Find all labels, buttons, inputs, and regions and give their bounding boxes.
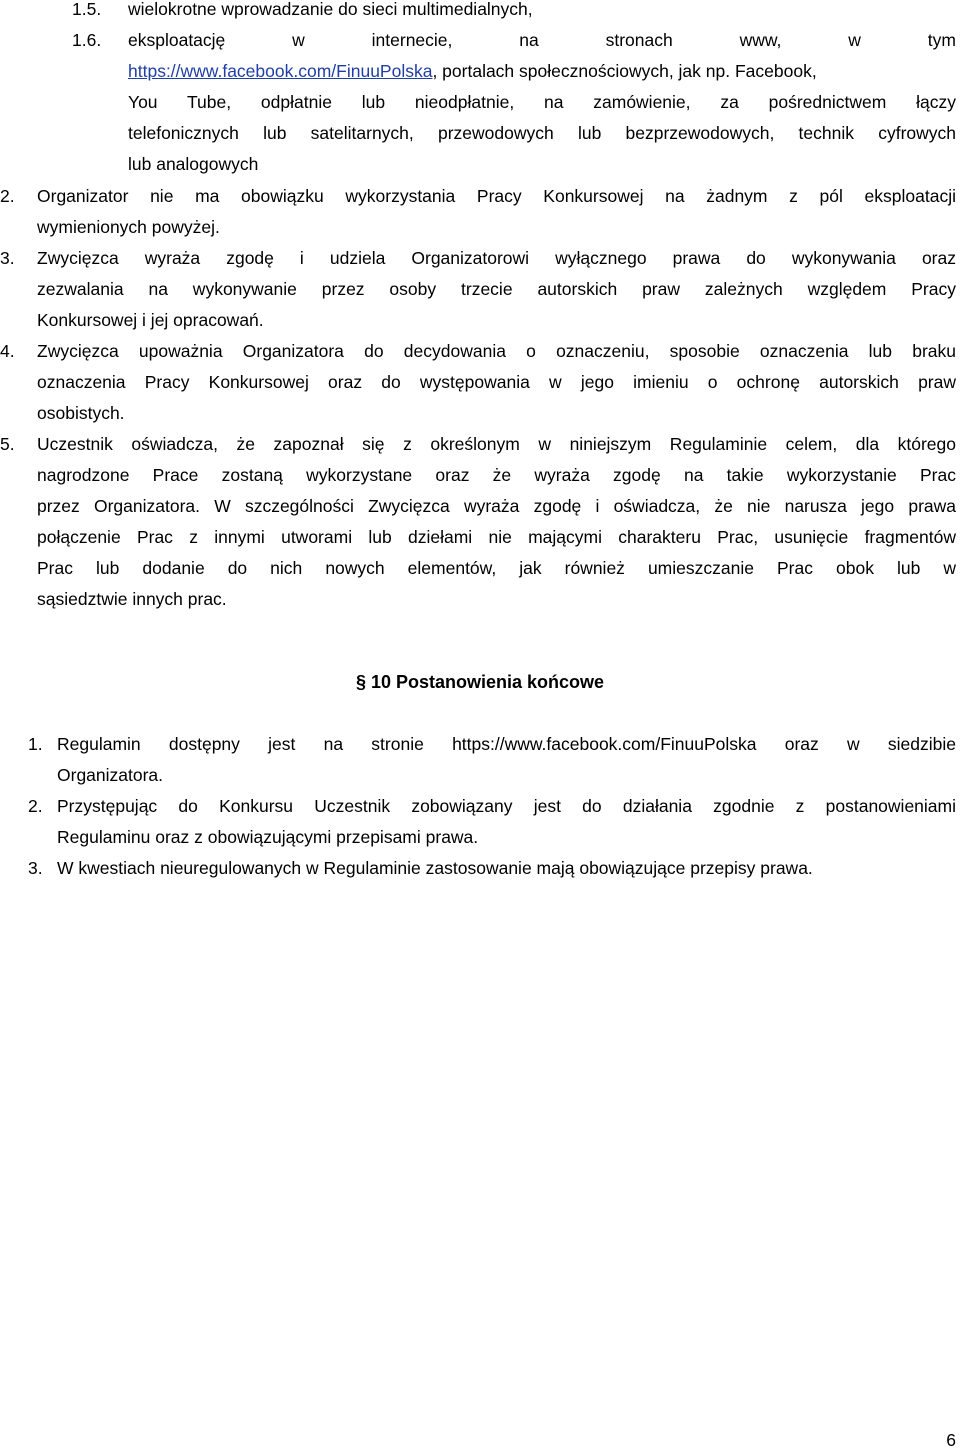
list-item [0,181,960,212]
subitem-number: 1.5. [72,0,102,19]
list-item [0,791,960,822]
list-item-continuation [0,522,960,553]
word: eksploatację [128,30,226,50]
item-text-line: Uczestnik oświadcza, że zapoznał się z określonym w niniejszym Regulaminie celem, dla którego [37,434,956,454]
item-number: 2. [28,796,43,816]
item-text-line: Konkursowej i jej opracowań. [37,310,264,330]
list-item-continuation [0,760,960,791]
word: internecie, [371,30,453,50]
list-item [0,729,960,760]
subitem-list [0,0,960,180]
subitem-text-line: wielokrotne wprowadzanie do sieci multimedialnych, [128,0,533,19]
item-text-line: Zwycięzca upoważnia Organizatora do decydowania o oznaczeniu, sposobie oznaczenia lub braku [37,341,956,361]
word: na [519,30,539,50]
word: www, [739,30,782,50]
item-number: 2. [0,186,15,206]
word: w [848,30,861,50]
item-text-line: oznaczenia Pracy Konkursowej oraz do występowania w jego imieniu o ochronę autorskich praw [37,372,956,392]
item-text-line: Organizator nie ma obowiązku wykorzystania Pracy Konkursowej na żadnym z pól eksploatacji [37,186,956,206]
item-number: 1. [28,734,43,754]
subitem-1-6-line-3 [0,87,960,118]
word: tym [927,30,956,50]
item-text-line: Organizatora. [57,765,164,785]
item-number: 4. [0,341,15,361]
item-number: 3. [0,248,15,268]
subitem-text-segment: , portalach społecznościowych, jak np. Facebook, [432,61,817,81]
item-text-line: Prac lub dodanie do nich nowych elementów, jak również umieszczanie Prac obok lub w [37,558,956,578]
item-text-line: Przystępując do Konkursu Uczestnik zobowiązany jest do działania zgodnie z postanowieniami [57,796,956,816]
item-text-line: nagrodzone Prace zostaną wykorzystane oraz że wyraża zgodę na takie wykorzystanie Prac [37,465,956,485]
final-item-list [0,729,960,884]
subitem-1-6-line-4 [0,118,960,149]
subitem-text-line [128,25,956,56]
item-text-line: osobistych. [37,403,125,423]
item-number: 3. [28,858,43,878]
list-item-continuation [0,491,960,522]
list-item-continuation [0,274,960,305]
word: w [292,30,305,50]
item-text-line: Zwycięzca wyraża zgodę i udziela Organizatorowi wyłącznego prawa do wykonywania oraz [37,248,956,268]
subitem-text-line [128,56,956,87]
item-text-line: sąsiedztwie innych prac. [37,589,227,609]
list-item [0,336,960,367]
list-item-continuation [0,822,960,853]
item-text-line: wymienionych powyżej. [37,217,220,237]
item-text-line: przez Organizatora. W szczególności Zwycięzca wyraża zgodę i oświadcza, że nie narusza jego prawa [37,496,956,516]
subitem-text-line: lub analogowych [128,154,259,174]
item-text-line: Regulaminu oraz z obowiązującymi przepisami prawa. [57,827,479,847]
item-number: 5. [0,434,15,454]
page-number: 6 [946,1430,956,1450]
subitem-1-6 [0,25,960,56]
subitem-1-6-line-2 [0,56,960,87]
section-heading: § 10 Postanowienia końcowe [355,672,605,692]
facebook-link[interactable]: https://www.facebook.com/FinuuPolska [128,61,433,81]
list-item-continuation [0,367,960,398]
subitem-text-line: You Tube, odpłatnie lub nieodpłatnie, na zamówienie, za pośrednictwem łączy [128,92,956,112]
item-text-line: zezwalania na wykonywanie przez osoby trzecie autorskich praw zależnych względem Pracy [37,279,956,299]
list-item [0,243,960,274]
list-item-continuation [0,584,960,615]
subitem-number: 1.6. [72,30,102,50]
list-item-continuation [0,553,960,584]
list-item [0,429,960,460]
subitem-1-6-line-5 [0,149,960,180]
item-text-line: Regulamin dostępny jest na stronie https://www.facebook.com/FinuuPolska oraz w siedzibie [57,734,956,754]
subitem-text-line: telefonicznych lub satelitarnych, przewodowych lub bezprzewodowych, technik cyfrowych [128,123,956,143]
list-item-continuation [0,212,960,243]
item-text-line: W kwestiach nieuregulowanych w Regulaminie zastosowanie mają obowiązujące przepisy prawa. [57,858,813,878]
item-text-line: połączenie Prac z innymi utworami lub dziełami nie mającymi charakteru Prac, usunięcie fragmentów [37,527,956,547]
list-item-continuation [0,460,960,491]
list-item [0,853,960,884]
word: stronach [605,30,673,50]
list-item-continuation [0,398,960,429]
subitem-1-5 [0,0,960,25]
item-list [0,181,960,615]
list-item-continuation [0,305,960,336]
